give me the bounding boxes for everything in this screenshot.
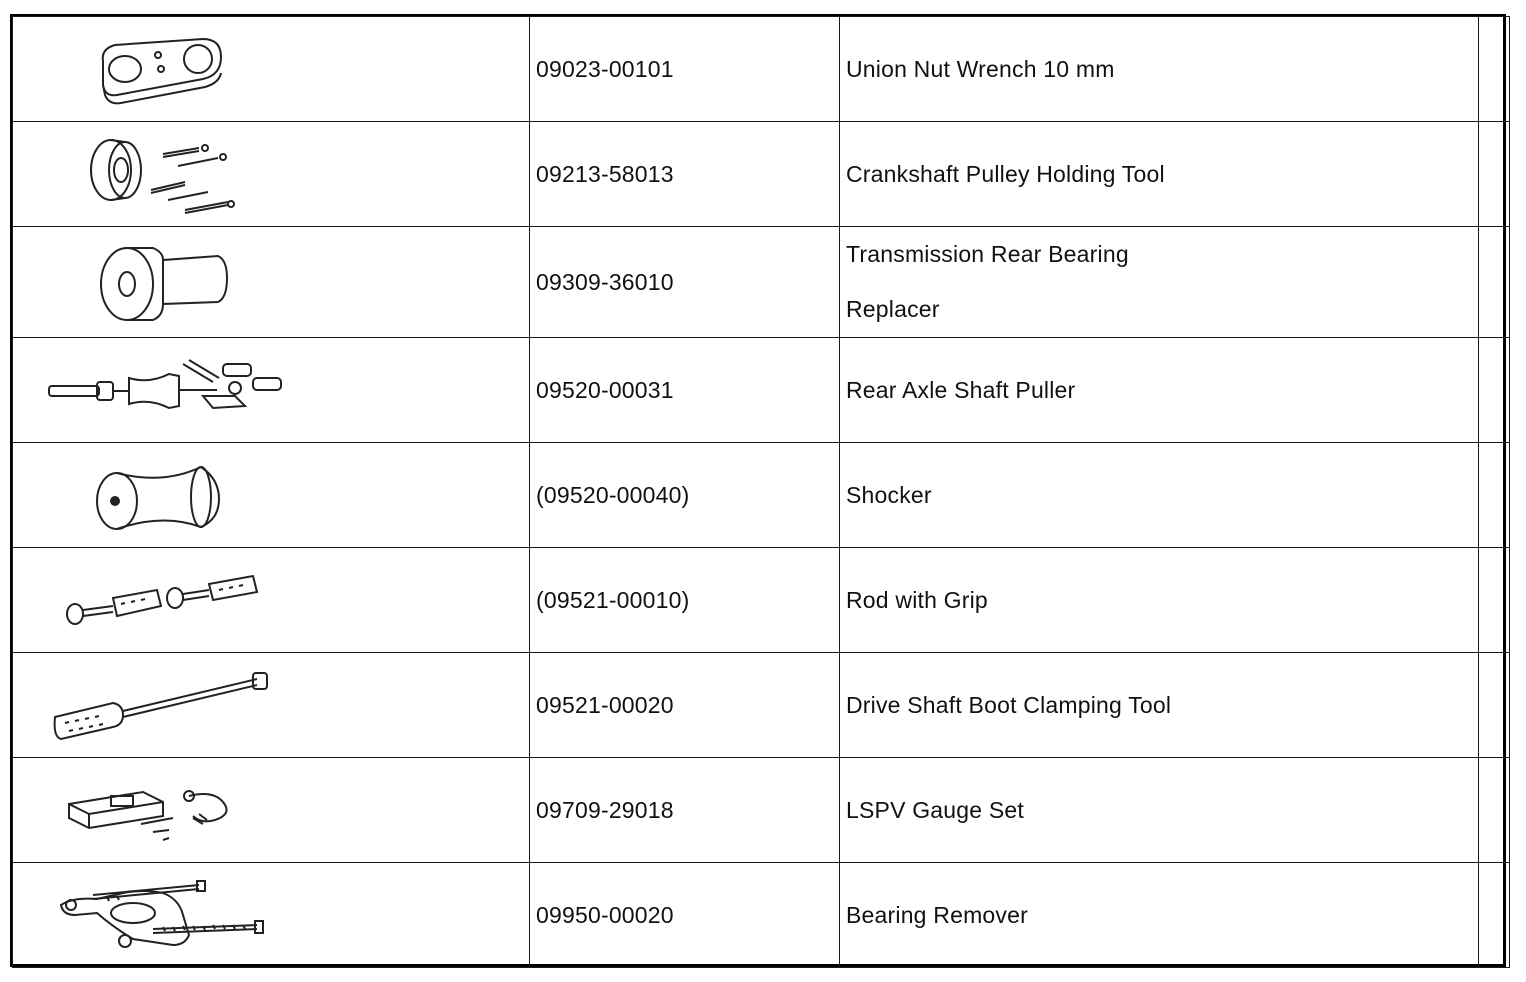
part-number: 09213-58013 (530, 122, 840, 227)
notes-cell (1479, 443, 1510, 548)
tool-name-line-1: Transmission Rear Bearing (846, 241, 1129, 267)
part-number: 09709-29018 (530, 758, 840, 863)
table-row (13, 122, 1510, 227)
notes-cell (1479, 122, 1510, 227)
part-number: 09521-00020 (530, 653, 840, 758)
notes-cell (1479, 338, 1510, 443)
rear-axle-shaft-puller-icon (13, 338, 530, 442)
special-tools-table (12, 16, 1510, 968)
tool-illustration-cell (13, 653, 530, 758)
table-row (13, 863, 1510, 968)
bearing-replacer-icon (13, 230, 530, 334)
tool-name: Shocker (840, 443, 1479, 548)
tool-illustration-cell (13, 227, 530, 338)
notes-cell (1479, 758, 1510, 863)
table-row (13, 443, 1510, 548)
tool-illustration-cell (13, 863, 530, 968)
notes-cell (1479, 863, 1510, 968)
rod-with-grip-icon (13, 548, 530, 652)
notes-cell (1479, 548, 1510, 653)
part-number: (09520-00040) (530, 443, 840, 548)
table-row (13, 653, 1510, 758)
table-row (13, 548, 1510, 653)
table-row (13, 758, 1510, 863)
crankshaft-pulley-holding-tool-icon (13, 122, 530, 226)
tool-illustration-cell (13, 758, 530, 863)
table-row (13, 17, 1510, 122)
table-row (13, 227, 1510, 338)
part-number: 09023-00101 (530, 17, 840, 122)
tool-name: Rear Axle Shaft Puller (840, 338, 1479, 443)
tool-name: Bearing Remover (840, 863, 1479, 968)
tool-name: Crankshaft Pulley Holding Tool (840, 122, 1479, 227)
tool-illustration-cell (13, 17, 530, 122)
part-number: 09950-00020 (530, 863, 840, 968)
part-number: (09521-00010) (530, 548, 840, 653)
tool-illustration-cell (13, 443, 530, 548)
tool-name (840, 227, 1479, 338)
tool-illustration-cell (13, 338, 530, 443)
tool-name: Drive Shaft Boot Clamping Tool (840, 653, 1479, 758)
notes-cell (1479, 227, 1510, 338)
tool-name-line-2: Replacer (846, 296, 940, 322)
part-number: 09520-00031 (530, 338, 840, 443)
lspv-gauge-set-icon (13, 758, 530, 862)
tool-illustration-cell (13, 122, 530, 227)
part-number: 09309-36010 (530, 227, 840, 338)
bearing-remover-icon (13, 863, 530, 967)
notes-cell (1479, 17, 1510, 122)
notes-cell (1479, 653, 1510, 758)
tool-name: LSPV Gauge Set (840, 758, 1479, 863)
shocker-icon (13, 443, 530, 547)
union-nut-wrench-icon (13, 17, 530, 121)
table-row (13, 338, 1510, 443)
boot-clamping-tool-icon (13, 653, 530, 757)
tool-name: Rod with Grip (840, 548, 1479, 653)
tool-name: Union Nut Wrench 10 mm (840, 17, 1479, 122)
tool-illustration-cell (13, 548, 530, 653)
